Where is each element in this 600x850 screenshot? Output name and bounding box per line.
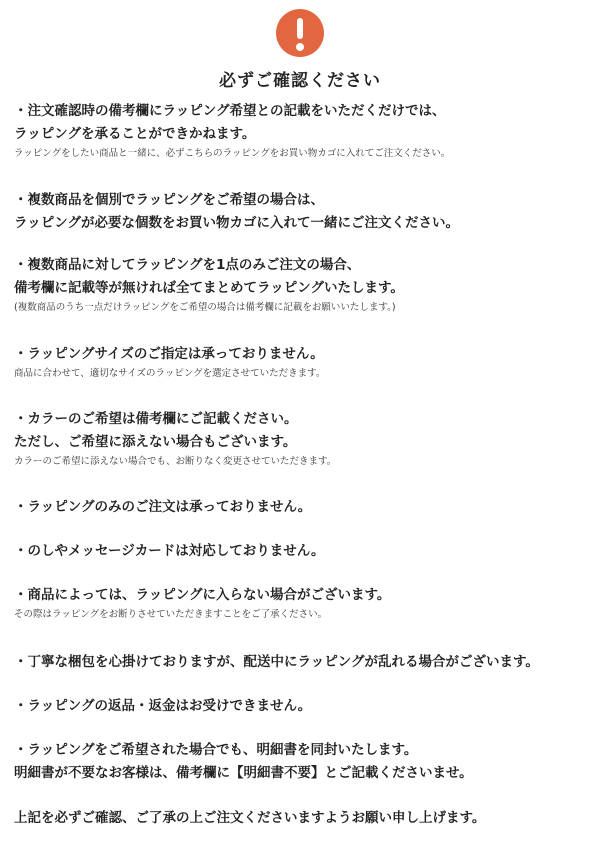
notice-line: ・ラッピングのみのご注文は承っておりません。: [14, 499, 312, 515]
notice-item: [14, 100, 592, 162]
notice-note: 商品に合わせて、適切なサイズのラッピングを選定させていただきます。: [14, 368, 326, 379]
notice-line: ラッピングが必要な個数をお買い物カゴに入れて一緒にご注文ください。: [14, 215, 459, 231]
notice-line: ・複数商品を個別でラッピングをご希望の場合は、: [14, 192, 324, 208]
notice-line: ・商品によっては、ラッピングに入らない場合がございます。: [14, 587, 391, 603]
exclamation-icon: [276, 9, 324, 57]
closing-message: 上記を必ずご確認、ご了承の上ご注文くださいますようお願い申し上げます。: [14, 810, 486, 826]
notice-item: [14, 540, 592, 563]
notice-item: [14, 496, 592, 519]
notice-line: ・丁寧な梱包を心掛けておりますが、配送中にラッピングが乱れる場合がございます。: [14, 654, 539, 670]
notice-item: [14, 651, 592, 674]
notice-item: [14, 739, 592, 785]
notice-note: ラッピングをしたい商品と一緒に、必ずこちらのラッピングをお買い物カゴに入れてご注文ください。: [14, 148, 451, 159]
notice-line: ・注文確認時の備考欄にラッピング希望との記載をいただくだけでは、: [14, 103, 446, 119]
notice-note: その際はラッピングをお断りさせていただきますことをご了承ください。: [14, 609, 328, 620]
notice-line: 備考欄に記載等が無ければ全てまとめてラッピングいたします。: [14, 280, 404, 296]
notice-line: ラッピングを承ることができかねます。: [14, 126, 256, 142]
notice-item: [14, 408, 592, 470]
page-title: 必ずご確認ください: [219, 71, 381, 91]
notice-line: ・複数商品に対してラッピングを1点のみご注文の場合、: [14, 257, 361, 273]
notice-item: [14, 343, 592, 382]
notice-item: [14, 695, 592, 718]
notice-item: [14, 584, 592, 623]
notice-item: [14, 254, 592, 316]
notice-line: 明細書が不要なお客様は、備考欄に【明細書不要】とご記載くださいませ。: [14, 765, 473, 781]
notice-line: ・ラッピングサイズのご指定は承っておりません。: [14, 346, 324, 362]
notice-line: ・のしやメッセージカードは対応しておりません。: [14, 543, 325, 559]
notice-note: カラーのご希望に添えない場合でも、お断りなく変更させていただきます。: [14, 456, 337, 467]
notice-item: [14, 189, 592, 235]
notice-line: ・カラーのご希望は備考欄にご記載ください。: [14, 411, 298, 427]
notice-line: ・ラッピングの返品・返金はお受けできません。: [14, 698, 312, 714]
notice-line: ・ラッピングをご希望された場合でも、明細書を同封いたします。: [14, 742, 418, 758]
notice-note: (複数商品のうち一点だけラッピングをご希望の場合は備考欄に記載をお願いいたします。): [14, 302, 396, 313]
notice-line: ただし、ご希望に添えない場合もございます。: [14, 434, 297, 450]
